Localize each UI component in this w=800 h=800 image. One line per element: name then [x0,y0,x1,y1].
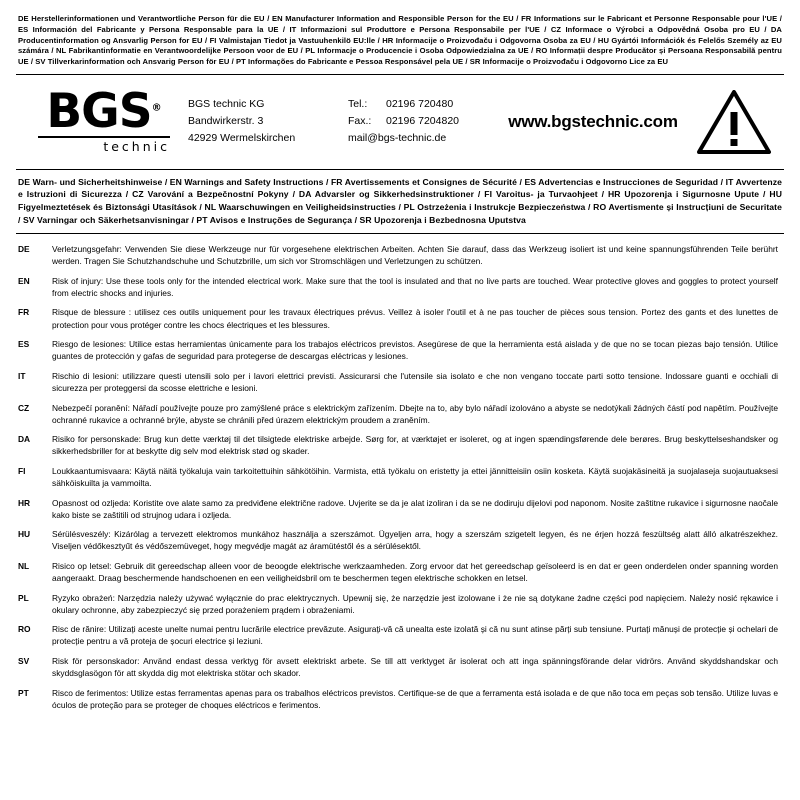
list-item [18,497,782,521]
instruction-text: Risque de blessure : utilisez ces outils uniquement pour les travaux électriques prévus. Veillez à isoler l'outil et à ne pas toucher de pièces sous tension. Portez des gants et des lunettes de protection pour vous protéger contre les chocs électriques et les blessures. [52,307,778,330]
language-code: RO [18,624,31,635]
safety-instructions-title: DE Warn- und Sicherheitshinweise / EN Warnings and Safety Instructions / FR Avertissements et Consignes de Sécurité / ES Advertencias e Instrucciones de Seguridad / IT Avvertenze e Istruzioni di Sicurezza / CZ Varování a Bezpečnostní Pokyny / DA Advarsler og Sikkerhedsinstruktioner / FI Varoitus- ja Turvaohjeet / HR Upozorenja i Sigurnosne Upute / HU Figyelmeztetések és Biztonsági Utasítások / NL Waarschuwingen en Veiligheidsinstructies / PL Ostrzeżenia i Instrukcje Bezpieczeństwa / RO Avertismente și Instrucțiuni de Securitate / SV Varningar och Säkerhetsanvisningar / PT Avisos e Instruções de Segurança / SR Upozorenja i Bezbednosna Uputstva [18,176,782,225]
instruction-text: Nebezpečí poranění: Nářadí používejte pouze pro zamýšlené práce s elektrickým zařízením. Dbejte na to, aby bylo nářadí izolováno a abyste se nedotýkali žádných částí pod napětím. Používejte ochranné rukavice a ochranné brýle, abyste se chránili před úrazem elektrickým proudem a zraněním. [52,402,778,425]
instructions-list [16,234,784,711]
instruction-text: Opasnost od ozljeda: Koristite ove alate samo za predviđene električne radove. Uvjerite se da je alat izoliran i da se ne dodiruju dijelovi pod naponom. Nosite zaštitne rukavice i sigurnosne naočale kako biste se zaštitili od strujnog udara i ozljeda. [52,497,778,520]
instruction-text: Sérülésveszély: Kizárólag a tervezett elektromos munkához használja a szerszámot. Ügyeljen arra, hogy a szerszám szigetelt legyen, és ne érjen hozzá feszültség alatt álló alkatrészekhez. Viseljen védőkesztyűt és védőszemüveget, hogy megvédje magát az áramütéstől és a sérülésektől. [52,529,778,552]
instruction-text: Riesgo de lesiones: Utilice estas herramientas únicamente para los trabajos eléctricos previstos. Asegúrese de que la herramienta está aislada y de que no se tocan piezas bajo tensión. Utilice guantes de protección y gafas de seguridad para protegerse de descargas eléctricas y lesiones. [52,339,778,362]
list-item [18,306,782,330]
tel-value: 02196 720480 [386,98,454,111]
brand-subtitle: technic [38,136,170,154]
language-code: DE [18,244,30,255]
list-item [18,243,782,267]
language-code: ES [18,339,30,350]
warning-triangle [688,90,780,154]
instruction-text: Risk of injury: Use these tools only for the intended electrical work. Make sure that the tool is insulated and that no live parts are touched. Wear protective gloves and goggles to protect yourself from electric shocks and injuries. [52,275,778,298]
contact-row-tel [348,96,498,113]
language-code: FI [18,465,26,476]
language-code: IT [18,370,26,381]
list-item [18,275,782,299]
company-address [188,96,348,147]
contact-row-mail [348,130,498,147]
brand-logo [20,83,188,155]
language-code: SV [18,656,30,667]
company-street: Bandwirkerstr. 3 [188,115,264,128]
list-item [18,592,782,616]
brand-name: BGS [46,83,152,139]
language-code: PT [18,687,29,698]
instruction-text: Risk för personskador: Använd endast dessa verktyg för avsett elektriskt arbete. Se till att verktyget är isolerat och att inga spänningsförande delar vidrörs. Använd skyddshandskar och skyddsglasögon för att skydda dig mot elektriska stötar och skador. [52,656,778,679]
language-code: HU [18,529,31,540]
instruction-text: Risico op letsel: Gebruik dit gereedschap alleen voor de beoogde elektrische werkzaamheden. Zorg ervoor dat het gereedschap geïsoleerd is en dat er geen onderdelen onder spanning worden aangeraakt. Draag beschermende handschoenen en een veiligheidsbril om te beschermen tegen elektrische schokken en letsel. [52,560,778,584]
language-code: EN [18,275,30,286]
contact-row-fax [348,113,498,130]
registered-trademark-icon: ® [151,101,162,113]
website-url[interactable]: www.bgstechnic.com [508,111,678,131]
company-city: 42929 Wermelskirchen [188,132,296,145]
instruction-text: Rischio di lesioni: utilizzare questi utensili solo per i lavori elettrici previsti. Assicurarsi che l'utensile sia isolato e che non vengano toccate parti sotto tensione. Indossare guanti e occhiali di sicurezza per proteggersi da scosse elettriche e lesioni. [52,370,778,393]
list-item [18,560,782,584]
list-item [18,528,782,552]
manufacturer-info-languages: DE Herstellerinformationen und Verantwortliche Person für die EU / EN Manufacturer Information and Responsible Person for the EU / FR Informations sur le Fabricant et Personne Responsable pour l'UE / ES Información del Fabricante y Persona Responsable para la UE / IT Informazioni sul Produttore e Persona Responsabile per l'UE / CZ Informace o Výrobci a Odpovědná Osoba pro EU / DA Producentinformation og Ansvarlig Person for EU / FI Valmistajan Tiedot ja Vastuuhenkilö EU:lle / HR Informacije o Proizvođaču i Odgovorna Osoba za EU / HU Gyártói Információk és Felelős Személy az EU számára / NL Fabrikantinformatie en Verantwoordelijke Persoon voor de EU / PL Informacje o Producencie i Osoba Odpowiedzialna za UE / RO Informații despre Producător și Persoana Responsabilă pentru UE / SV Tillverkarinformation och Ansvarig Person för EU / PT Informações do Fabricante e Pessoa Responsável pela UE / SR Informacije o Proizvođaču i Odgovorno Lice za EU [18,14,782,67]
list-item [18,433,782,457]
company-name: BGS technic KG [188,98,265,111]
language-code: PL [18,592,29,603]
list-item [18,465,782,489]
language-code: HR [18,497,31,508]
fax-value: 02196 7204820 [386,115,459,128]
instruction-text: Loukkaantumisvaara: Käytä näitä työkaluja vain tarkoitettuihin sähkötöihin. Varmista, että työkalu on eristetty ja ettei jännitteisiin osiin kosketa. Käytä suojakäsineitä ja suojalaseja suojautuaksesi sähköiskuilta ja vammoilta. [52,465,778,488]
company-contact [348,96,498,147]
list-item [18,623,782,647]
fax-label: Fax.: [348,115,372,128]
language-code: NL [18,560,30,571]
instruction-text: Risiko for personskade: Brug kun dette værktøj til det tilsigtede elektriske arbejde. Sørg for, at værktøjet er isoleret, og at ingen spændingsførende dele berøres. Brug beskyttelseshandsker og sikkerhedsbriller for at beskytte dig selv mod elektrisk stød og skader. [52,434,778,457]
language-code: CZ [18,402,30,413]
tel-label: Tel.: [348,98,368,111]
instruction-text: Ryzyko obrażeń: Narzędzia należy używać wyłącznie do prac elektrycznych. Upewnij się, że narzędzie jest izolowane i że nie są dotykane żadne części pod napięciem. Należy nosić rękawice i okulary ochronne, aby zabezpieczyć się przed porażeniem prądem i obrażeniami. [52,592,778,615]
instruction-text: Verletzungsgefahr: Verwenden Sie diese Werkzeuge nur für vorgesehene elektrischen Arbeiten. Achten Sie darauf, dass das Werkzeug isoliert ist und keine spannungsführenden Teile berührt werden. Tragen Sie Schutzhandschuhe und Schutzbrille, um sich vor Stromschlägen und Verletzungen zu schützen. [52,244,778,267]
language-code: DA [18,434,31,445]
list-item [18,338,782,362]
email-address[interactable]: mail@bgs-technic.de [348,132,447,145]
brand-logo-text [46,83,162,139]
list-item [18,687,782,711]
warning-triangle-icon [697,90,771,154]
list-item [18,402,782,426]
company-info-band [16,75,784,169]
list-item [18,370,782,394]
instruction-text: Risc de rănire: Utilizați aceste unelte numai pentru lucrările electrice prevăzute. Asigurați-vă că unealta este izolată și că nu sunt atinse părți sub tensiune. Purtați mănuși de protecție și ochelari de protecție pentru a vă proteja de șocuri electrice și leziuni. [52,624,778,647]
list-item [18,655,782,679]
language-code: FR [18,307,30,318]
instruction-text: Risco de ferimentos: Utilize estas ferramentas apenas para os trabalhos eléctricos previstos. Certifique-se de que a ferramenta está isolada e de que não toca em peças sob tensão. Utilize luvas e óculos de proteção para se proteger de choques eléctricos e ferimentos. [52,687,778,710]
